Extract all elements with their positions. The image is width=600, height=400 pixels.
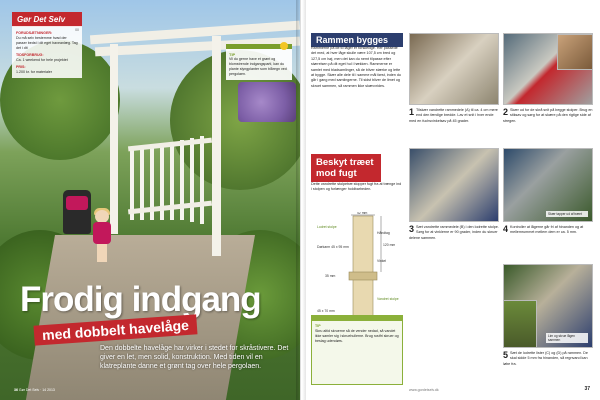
pergola-post [212, 36, 221, 256]
step-caption [503, 351, 593, 367]
tip-text: Vil du gerne have et grønt og blomstrende indgangsparti, kan du plante slyngplanter som blåregn ved pergolaen. [229, 57, 287, 76]
pergola-post [110, 44, 118, 234]
step-text: Skær ud for de skrå snit på begge stolper. Brug en stiksav og sørg for at skære på den rigtige side af stregen. [503, 108, 593, 123]
sidebar-heading: PRIS: [16, 65, 26, 69]
step-photo [409, 148, 499, 222]
article-subtitle: med dobbelt havelåge [34, 314, 198, 345]
step-caption [503, 225, 593, 236]
section-heading: Rammen bygges [311, 33, 403, 47]
diagram-label: 120 mm [383, 243, 396, 247]
step-text: Tilskær vandrette rammedele (A) til ca. 4 cm mere end den færdige bredde. Lav et snit i hver ende med en fuchsvinkelsav på 45 grader. [409, 108, 498, 123]
sidebar-text: 1.200 kr. for materialer [16, 70, 52, 74]
right-page [300, 0, 600, 400]
article-intro: Den dobbelte havelåge har virker i stedet for skråstivere. Det giver en let, men solid, konstruktion. Med tiden vil en klatreplante danne et grønt tag over hele pergolaen. [100, 345, 289, 370]
sidebar-heading: TIDSFORBRUG: [16, 53, 44, 57]
step-photo [409, 33, 499, 105]
tip-box [311, 315, 403, 385]
diagram-label: Vinkel [377, 259, 387, 263]
step-number: 5 [503, 350, 509, 360]
step-number: 3 [409, 224, 415, 234]
sidebar-page-ref: 00 [75, 28, 79, 32]
diagram-label: Håndtag [377, 231, 390, 235]
sidebar-text: Du må selv bestemme hvad der passer bedst i dit eget haveanlæg. Tag det i dit [16, 36, 78, 50]
article-title: Frodig indgang [20, 280, 261, 319]
page-footer [14, 388, 55, 392]
step-number: 2 [503, 107, 509, 117]
section-body: Dette vandrette stolpetræ stopper fugt fra at trænge ind i stolpen og forlænger holdbarheden. [311, 182, 402, 192]
step-caption [503, 108, 593, 124]
gate-slat [200, 136, 204, 224]
diagram-label: Dørkarm 45 x 95 mm [317, 245, 349, 249]
section-body: Rammerne på de to låger er forskellige. Her passede det med, at hver låge skulle være 107,5 cm bred og 127,5 cm høj, men det kan du nemt tilpasse efter størrelsen på dit eget hul i hækken. Rammerne er samlet med bladsamlinger, så de bliver stærke og lette at bygge. Skær alle dele til i samme mål først, inden du går i gang med samlingerne. Til sidst bliver de limet og skruet sammen, så rammen ikke skævvrides. [311, 46, 401, 88]
step-inset-photo [503, 300, 537, 348]
step-text: Sæt de lodrette lister (C) og (D) på rammen. De skal sidde 5 mm fra hinanden, så regnvand kan løbe fra. [503, 351, 588, 366]
footer-text: www.gordetselv.dk [409, 388, 439, 392]
diagram-label: 45 x 70 mm [317, 309, 335, 313]
child [92, 210, 112, 264]
wisteria-photo [238, 82, 296, 122]
diagram-label: 35 mm [325, 274, 336, 278]
tip-label: TIP [229, 52, 236, 57]
page-number: 36 [14, 388, 18, 392]
project-facts-box [12, 26, 82, 78]
lightbulb-icon [280, 42, 288, 50]
page-number: 37 [584, 386, 590, 392]
diagram-label: 42 mm [357, 212, 368, 215]
step-number: 4 [503, 224, 509, 234]
step-text: Sæt vandrette rammedele (B) i den lodrette stolpe. Sørg for at vinklerne er 90 grader, inden du skruer delene sammen. [409, 225, 499, 240]
tip-box [226, 44, 292, 80]
tip-text: Skru altid skruerne så de vender nedad, så vandet ikke samler sig i skruehullerne. Brug rustfri skruer og beslag udendørs. [315, 329, 399, 343]
sidebar-heading: FORUDSÆTNINGER: [16, 31, 53, 35]
step-text: Kontroller at lågerne går fri af hinanden og at mellemrummet mellem dem er ca. 5 mm. [510, 225, 584, 235]
post-shape [353, 216, 373, 316]
crossbar-shape [349, 272, 377, 280]
gate-slat [190, 138, 194, 222]
diagram-label: Vandret stolpe [377, 297, 399, 301]
spread-gutter [296, 0, 306, 400]
step-number: 1 [409, 107, 415, 117]
step-inset-photo [557, 34, 593, 70]
step-photo [503, 148, 593, 222]
footer-text: Gør Det Selv · 14 2013 [18, 388, 55, 392]
sidebar-text: Ca. 1 weekend for hele projektet [16, 58, 68, 62]
photo-tag: Lim og skrue lågen sammen [546, 333, 588, 343]
stroller [63, 190, 91, 234]
section-heading: Beskyt træet mod fugt [311, 154, 381, 182]
tip-label: TIP [315, 324, 321, 328]
step-caption [409, 108, 499, 124]
section-badge: Gør Det Selv [12, 12, 82, 27]
diagram-label: Lodret stolpe [317, 225, 337, 229]
photo-tag: Skær tapper ud af træet [546, 211, 588, 217]
step-caption [409, 225, 499, 241]
